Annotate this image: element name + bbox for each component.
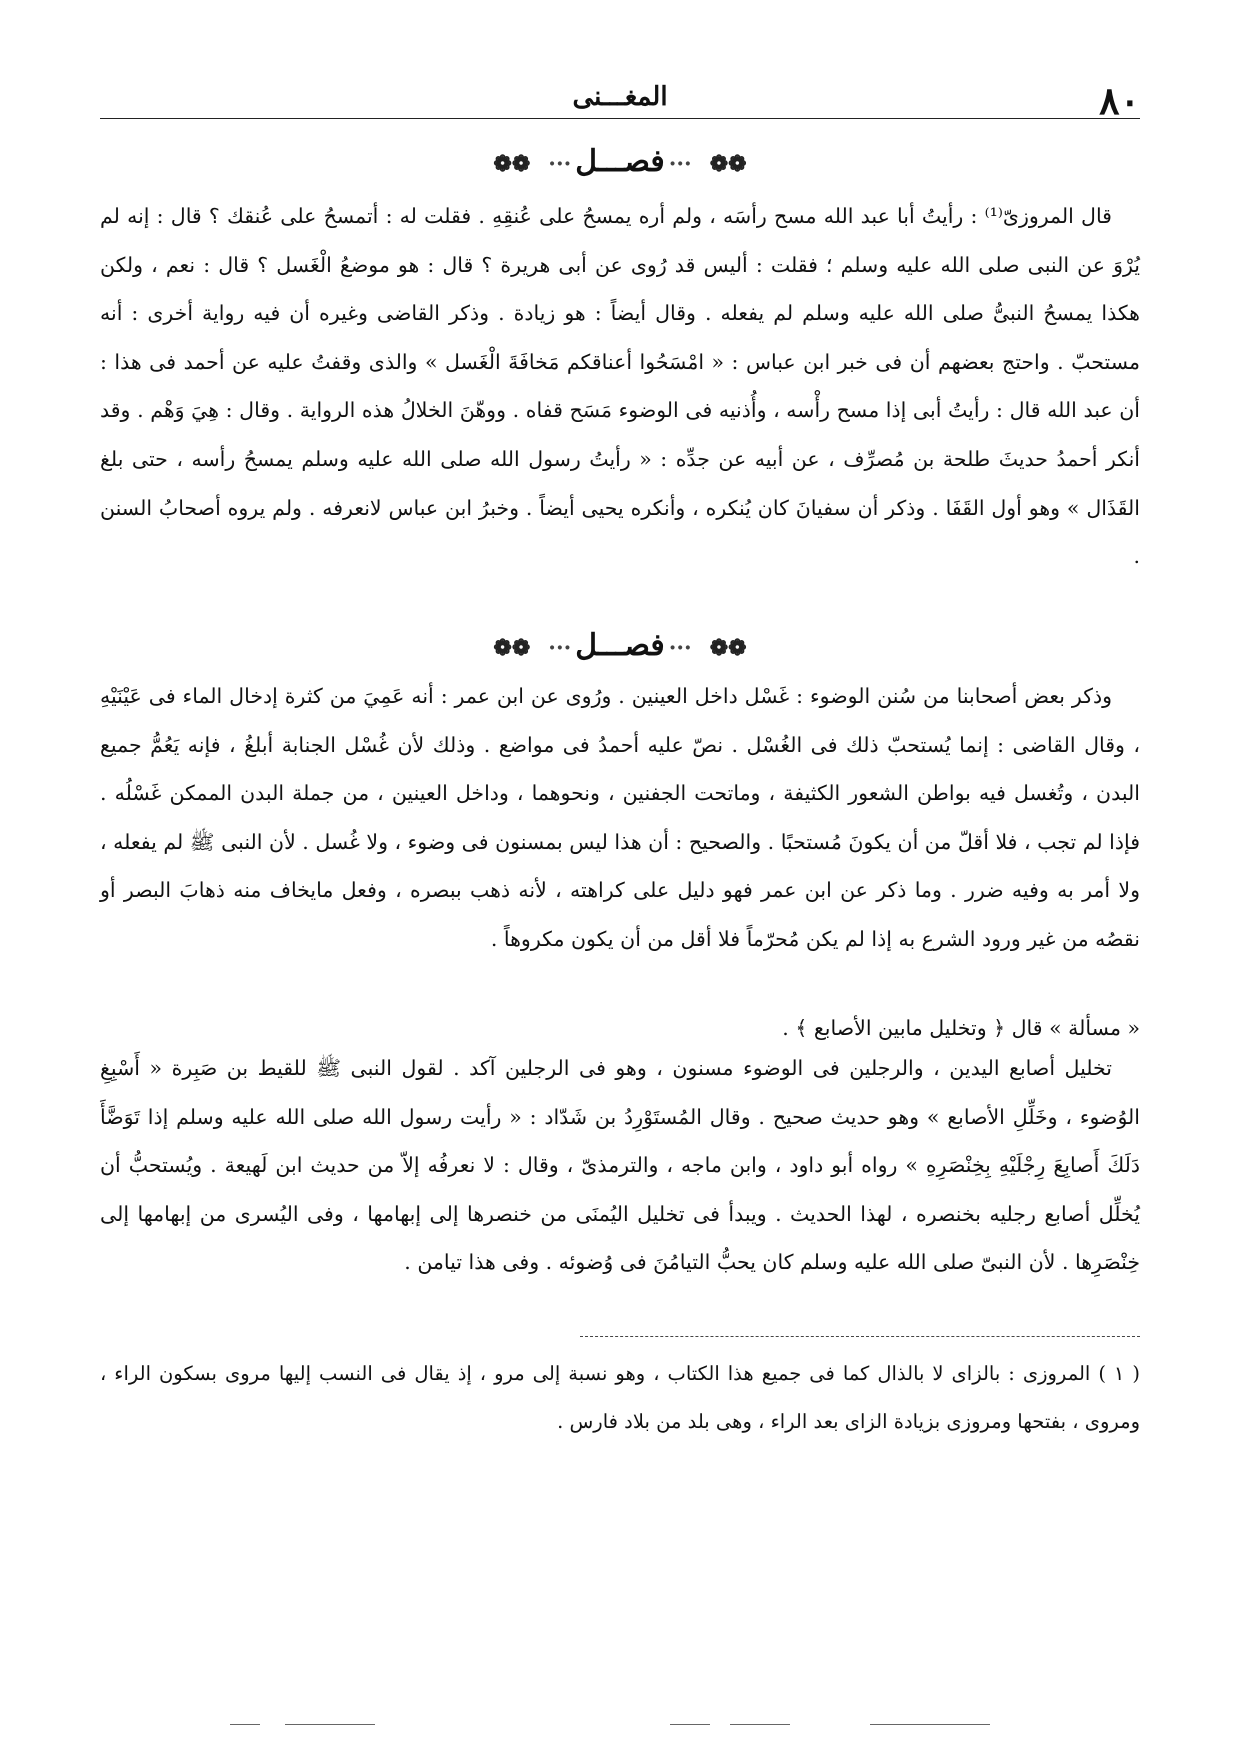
running-title: المغـــنى	[572, 82, 668, 112]
running-head	[100, 78, 1140, 122]
section-heading-1: ❁❁···فصـــل···❁❁	[0, 142, 1240, 184]
ornament-icon: ❁❁	[493, 151, 531, 177]
section-1-body	[100, 192, 1140, 581]
footnote-rule	[580, 1336, 1140, 1337]
paragraph: تخليل أصابع اليدين ، والرجلين فى الوضوء مسنون ، وهو فى الرجلين آكد . لقول النبى ﷺ للقيط بن صَبِرة « أَسْبِغِ الوُضوء ، وخَلِّلِ الأصابع » وهو حديث صحيح . وقال المُستَوْرِدُ بن شَدّاد : « رأيت رسول الله صلى الله عليه وسلم إذا تَوَضَّأَ دَلَكَ أَصابِعَ رِجْلَيْهِ بِخِنْصَرِهِ » رواه أبو داود ، وابن ماجه ، والترمذىّ ، وقال : لا نعرفُه إلاّ من حديث ابن لَهيعة . ويُستحبُّ أن يُخلِّل أصابع رجليه بخنصره ، لهذا الحديث . ويبدأ فى تخليل اليُمنَى من خنصرها إلى إبهامها ، وفى اليُسرى من إبهامها إلى خِنْصَرِها . لأن النبىّ صلى الله عليه وسلم كان يحبُّ التيامُنَ فى وُضوئه . وفى هذا تيامن .	[100, 1056, 1140, 1275]
section-heading-text: فصـــل	[575, 144, 665, 179]
section-2-body	[100, 672, 1140, 964]
paragraph: وذكر بعض أصحابنا من سُنن الوضوء : غَسْل داخل العينين . ورُوى عن ابن عمر : أنه عَمِيَ من كثرة إدخال الماء فى عَيْنَيْهِ ، وقال القاضى : إنما يُستحبّ ذلك فى الغُسْل . نصّ عليه أحمدُ فى مواضع . وذلك لأن غُسْل الجنابة أبلغُ ، فإنه يَعُمُّ جميع البدن ، وتُغسل فيه بواطن الشعور الكثيفة ، وماتحت الجفنين ، ونحوهما ، وداخل العينين ، من جملة البدن الممكن غَسْلُه . فإذا لم تجب ، فلا أقلّ من أن يكونَ مُستحبًا . والصحيح : أن هذا ليس بمسنون فى وضوء ، ولا غُسل . لأن النبى ﷺ لم يفعله ، ولا أمر به وفيه ضرر . وما ذكر عن ابن عمر فهو دليل على كراهته ، لأنه ذهب ببصره ، وفعل مايخاف منه ذهابَ البصر أو نقصُه من غير ورود الشرع به إذا لم يكن مُحرّماً فلا أقل من أن يكون مكروهاً .	[100, 684, 1140, 951]
header-rule	[100, 118, 1140, 119]
ornament-icon: ❁❁	[709, 151, 747, 177]
footnote: ( ١ ) المروزى : بالزاى لا بالذال كما فى جميع هذا الكتاب ، وهو نسبة إلى مرو ، إذ يقال فى النسب إليها مروى بسكون الراء ، ومروى ، بفتحها ومروزى بزيادة الزاى بعد الراء ، وهى بلد من بلاد فارس .	[100, 1362, 1141, 1433]
section-heading-text: فصـــل	[575, 628, 665, 663]
masala-body	[100, 1044, 1140, 1287]
section-heading-2: ❁❁···فصـــل···❁❁	[0, 626, 1240, 668]
masala-text: قال ﴿ وتخليل مابين الأصابع ﴾ .	[782, 1016, 1043, 1040]
paragraph: قال المروزىّ⁽¹⁾ : رأيتُ أبا عبد الله مسح رأسَه ، ولم أره يمسحُ على عُنقِهِ . فقلت له : أتمسحُ على عُنقك ؟ قال : إنه لم يُرْوَ عن النبى صلى الله عليه وسلم ؛ فقلت : أليس قد رُوى عن أبى هريرة ؟ قال : هو موضعُ الْغَسل ؟ قال : نعم ، ولكن هكذا يمسحُ النبىُّ صلى الله عليه وسلم لم يفعله . وقال أيضاً : هو زيادة . وذكر القاضى وغيره أن فيه رواية أخرى : أنه مستحبّ . واحتج بعضهم أن فى خبر ابن عباس : « امْسَحُوا أعناقكم مَخافَةَ الْغَسل » والذى وقفتُ عليه عن أحمد فى هذا : أن عبد الله قال : رأيتُ أبى إذا مسح رأْسه ، وأُذنيه فى الوضوء مَسَح قفاه . ووهّنَ الخلالُ هذه الرواية . وقال : هِيَ وَهْم . وقد أنكر أحمدُ حديثَ طلحة بن مُصرِّف ، عن أبيه عن جدِّه : « رأيتُ رسول الله صلى الله عليه وسلم يمسحُ رأسه ، حتى بلغ القَذَال » وهو أول القَفَا . وذكر أن سفيانَ كان يُنكره ، وأنكره يحيى أيضاً . وخبرُ ابن عباس لانعرفه . ولم يروه أصحابُ السنن .	[100, 204, 1140, 569]
ornament-icon: ❁❁	[493, 635, 531, 661]
masala-line	[100, 1008, 1140, 1048]
ornament-icon: ❁❁	[709, 635, 747, 661]
bottom-scan-marks	[230, 1724, 1010, 1728]
page-number: ٨٠	[1099, 78, 1140, 123]
masala-label: « مسألة »	[1049, 1016, 1140, 1040]
